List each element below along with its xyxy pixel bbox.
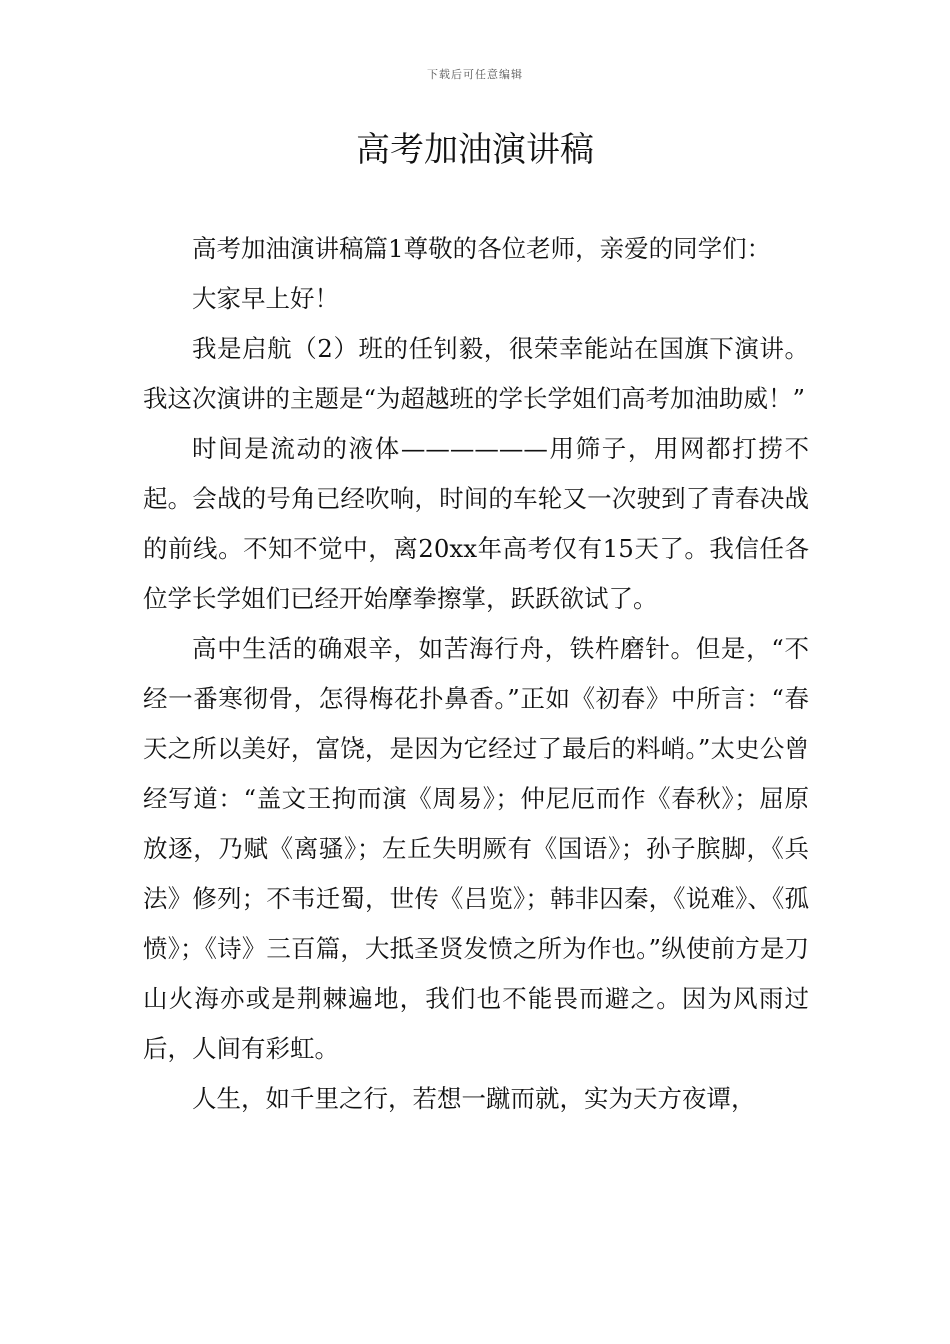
paragraph-5: 高中生活的确艰辛，如苦海行舟，铁杵磨针。但是，“不经一番寒彻骨，怎得梅花扑鼻香。”正如《初春》中所言：“春天之所以美好，富饶，是因为它经过了最后的料峭。”太史公曾经写道：“盖文王拘而演《周易》；仲尼厄而作《春秋》；屈原放逐，乃赋《离骚》；左丘失明厥有《国语》；孙子膑脚，《兵法》修列；不韦迁蜀，世传《吕览》；韩非囚秦，《说难》、《孤愤》；《诗》三百篇，大抵圣贤发愤之所为作也。”纵使前方是刀山火海亦或是荆棘遍地，我们也不能畏而避之。因为风雨过后，人间有彩虹。 (143, 634, 809, 1063)
page-title: 高考加油演讲稿 (356, 130, 594, 170)
paragraph-2: 大家早上好！ (192, 284, 339, 313)
paragraph-4: 时间是流动的液体——————用筛子，用网都打捞不起。会战的号角已经吹响，时间的车轮又一次驶到了青春决战的前线。不知不觉中，离20xx年高考仅有15天了。我信任各位学长学姐们已经开始摩拳擦掌，跃跃欲试了。 (143, 434, 809, 613)
paragraph-6: 人生，如千里之行，若想一蹴而就，实为天方夜谭， (192, 1084, 756, 1113)
paragraph-1: 高考加油演讲稿篇1尊敬的各位老师，亲爱的同学们： (192, 234, 772, 263)
document-body (143, 224, 809, 1124)
paragraph-3: 我是启航（2）班的任钊毅，很荣幸能站在国旗下演讲。我这次演讲的主题是“为超越班的学长学姐们高考加油助威！” (143, 334, 809, 413)
header-note: 下载后可任意编辑 (427, 68, 523, 81)
